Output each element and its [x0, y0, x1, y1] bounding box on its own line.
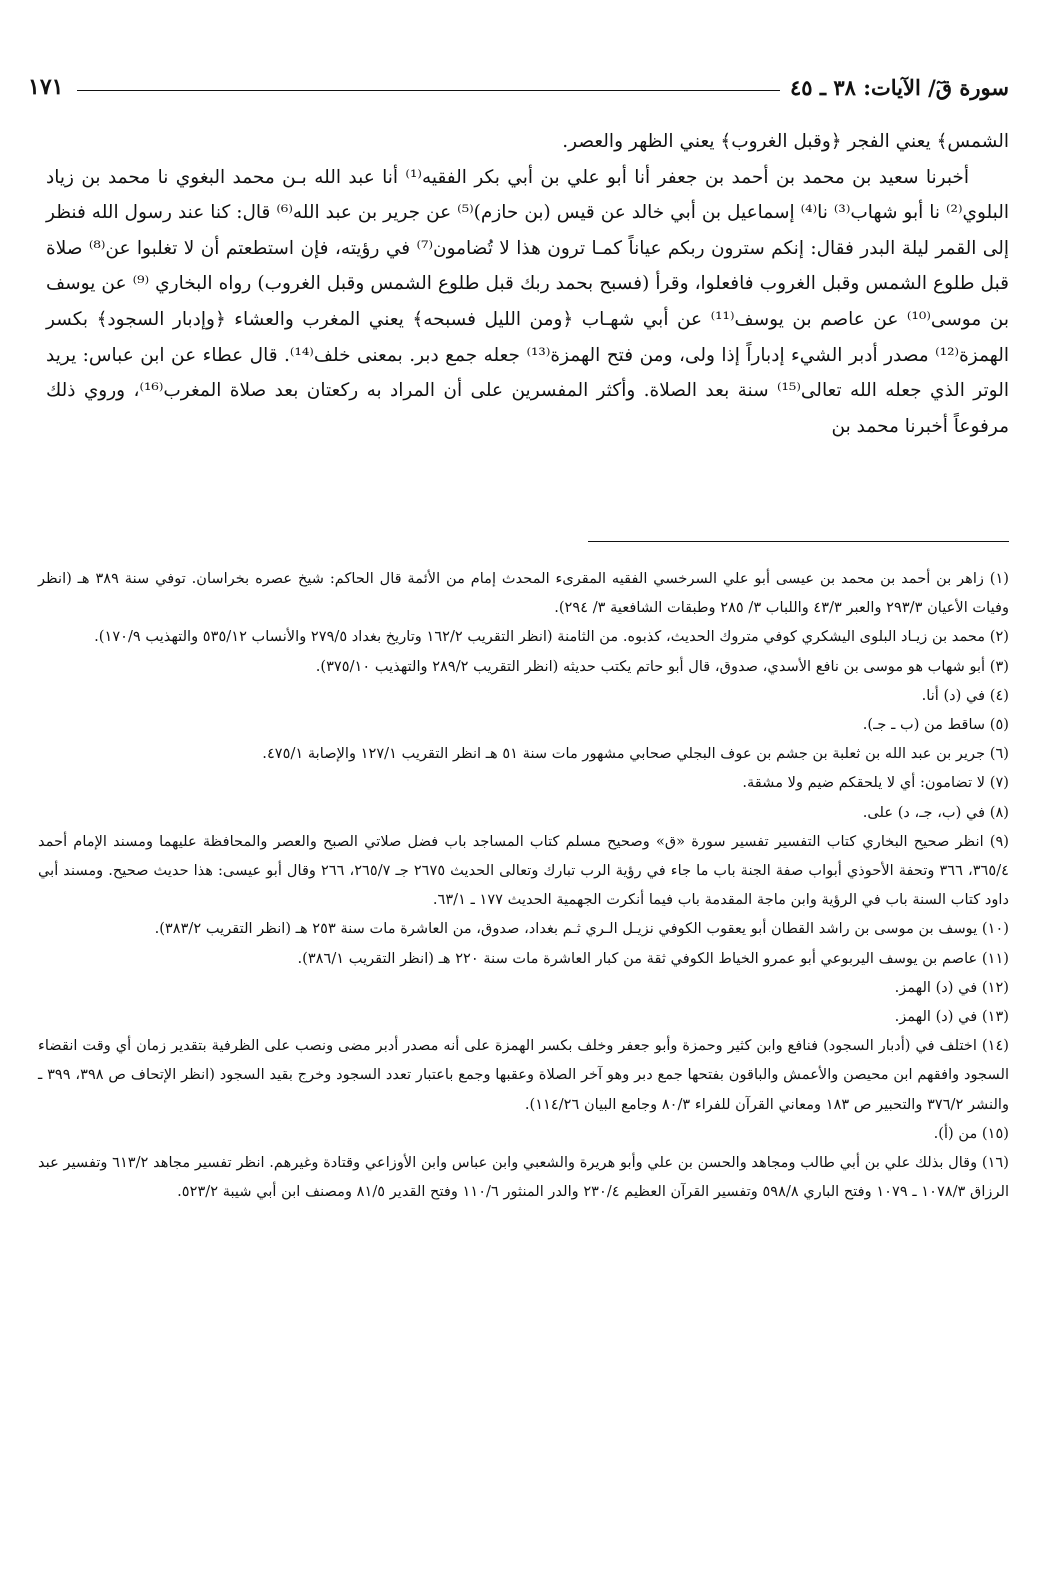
- footnote-11: (١١) عاصم بن يوسف اليربوعي أبو عمرو الخياط الكوفي ثقة من كبار العاشرة مات سنة ٢٢٠ هـ (انظر التقريب ٣٨٦/١).: [297, 949, 1009, 967]
- footnote-10: (١٠) يوسف بن موسى بن راشد القطان أبو يعقوب الكوفي نزيـل الـري ثـم بغداد، صدوق، من العاشرة مات سنة ٢٥٣ هـ (انظر التقريب ٣٨٣/٢).: [154, 920, 1009, 938]
- footnote-7: (٧) لا تضامون: أي لا يلحقكم ضيم ولا مشقة.: [742, 774, 1009, 792]
- footnote-16: (١٦) وقال بذلك علي بن أبي طالب ومجاهد والحسن بن علي وأبو هريرة والشعبي وابن عباس وابن الأوزاعي وقتادة وغيرهم. انظر تفسير مجاهد ٦١٣/٢ وتفسير عبد الرزاق ١٠٧٨/٣ ـ ١٠٧٩ وفتح الباري ٥٩٨/٨ وتفسير القرآن العظيم ٢٣٠/٤ والدر المنثور ١١٠/٦ وفتح القدير ٨١/٥ ومصنف ابن أبي شيبة ٥٢٣/٢.: [38, 1154, 1009, 1201]
- page-number: ١٧١: [28, 74, 64, 100]
- footnote-8: (٨) في (ب، جـ، د) على.: [862, 803, 1009, 821]
- header-rule: [77, 90, 780, 91]
- footnote-6: (٦) جرير بن عبد الله بن ثعلبة بن جشم بن عوف البجلي صحابي مشهور مات سنة ٥١ هـ انظر التقريب ١٢٧/١ والإصابة ٤٧٥/١.: [262, 745, 1009, 763]
- footnotes: [38, 564, 1009, 1206]
- paragraph-2: أخبرنا سعيد بن محمد بن أحمد بن جعفر أنا أبو علي بن أبي بكر الفقيه⁽¹⁾ أنا عبد الله بـن محمد البغوي نا محمد بن زياد البلوي⁽²⁾ نا أبو شهاب⁽³⁾ نا⁽⁴⁾ إسماعيل بن أبي خالد عن قيس (بن حازم)⁽⁵⁾ عن جرير بن عبد الله⁽⁶⁾ قال: كنا عند رسول الله فنظر إلى القمر ليلة البدر فقال: إنكم سترون ربكم عياناً كمـا ترون هذا لا تُضامون⁽⁷⁾ في رؤيته، فإن استطعتم أن لا تغلبوا عن⁽⁸⁾ صلاة قبل طلوع الشمس وقبل الغروب فافعلوا، وقرأ (فسبح بحمد ربك قبل طلوع الشمس وقبل الغروب) رواه البخاري ⁽⁹⁾ عن يوسف بن موسى⁽¹⁰⁾ عن عاصم بن يوسف⁽¹¹⁾ عن أبي شهـاب ﴿ومن الليل فسبحه﴾ يعني المغرب والعشاء ﴿وإدبار السجود﴾ بكسر الهمزة⁽¹²⁾ مصدر أدبر الشيء إدباراً إذا ولى، ومن فتح الهمزة⁽¹³⁾ جعله جمع دبر. بمعنى خلف⁽¹⁴⁾. قال عطاء عن ابن عباس: يريد الوتر الذي جعله الله تعالى⁽¹⁵⁾ سنة بعد الصلاة. وأكثر المفسرين على أن المراد به ركعتان بعد صلاة المغرب⁽¹⁶⁾، وروي ذلك مرفوعاً أخبرنا محمد بن: [46, 166, 1010, 437]
- footnote-14: (١٤) اختلف في (أدبار السجود) فنافع وابن كثير وحمزة وأبو جعفر وخلف بكسر الهمزة على أنه مصدر أدبر مضى ونصب على الظرفية بتقدير زمان أي وقت انقضاء السجود وافقهم ابن محيصن والأعمش والباقون بفتحها جمع دبر وهو آخر الصلاة وعقبها وجمع باعتبار تعدد السجود وخرج بقيد السجود (انظر الإتحاف ص ٣٩٨، ٣٩٩ ـ والنشر ٣٧٦/٢ والتحبير ص ١٨٣ ومعاني القرآن للفراء ٨٠/٣ وجامع البيان ١١٤/٢٦).: [38, 1037, 1010, 1113]
- footnote-2: (٢) محمد بن زيـاد البلوى اليشكري كوفي متروك الحديث، كذبوه. من الثامنة (انظر التقريب ١٦٢/٢ وتاريخ بغداد ٢٧٩/٥ والأنساب ٥٣٥/١٢ والتهذيب ١٧٠/٩).: [94, 628, 1009, 646]
- footnote-4: (٤) في (د) أنا.: [921, 686, 1009, 704]
- footnote-separator: [588, 541, 1009, 542]
- running-title: سورة قٓ/ الآيات: ٣٨ ـ ٤٥: [790, 74, 1009, 100]
- main-text: [46, 124, 1009, 444]
- footnote-9: (٩) انظر صحيح البخاري كتاب التفسير تفسير سورة «ق» وصحيح مسلم كتاب المساجد باب فضل صلاتي الصبح والعصر والمحافظة عليهما ومسند الإمام أحمد ٣٦٥/٤، ٣٦٦ وتحفة الأحوذي أبواب صفة الجنة باب ما جاء في رؤية الرب تبارك وتعالى الحديث ٢٦٧٥ جـ ٢٦٥/٧، ٢٦٦ وقال أبو عيسى: هذا حديث صحيح. ومسند أبي داود كتاب السنة باب في الرؤية وابن ماجة المقدمة باب فيما أنكرت الجهمية الحديث ١٧٧ ـ ٦٣/١.: [38, 832, 1009, 909]
- footnote-5: (٥) ساقط من (ب ـ جـ).: [862, 716, 1009, 734]
- page-header: [28, 70, 1009, 104]
- footnote-12: (١٢) في (د) الهمز.: [894, 978, 1009, 996]
- footnote-13: (١٣) في (د) الهمز.: [894, 1008, 1009, 1026]
- footnote-1: (١) زاهر بن أحمد بن محمد بن عيسى أبو علي السرخسي الفقيه المقرىء المحدث إمام من الأئمة قال الحاكم: شيخ عصره بخراسان. توفي سنة ٣٨٩ هـ (انظر وفيات الأعيان ٢٩٣/٣ والعبر ٤٣/٣ واللباب ٣/ ٢٨٥ وطبقات الشافعية ٣/ ٢٩٤).: [38, 570, 1009, 617]
- footnote-15: (١٥) من (أ).: [933, 1124, 1009, 1142]
- footnote-3: (٣) أبو شهاب هو موسى بن نافع الأسدي، صدوق، قال أبو حاتم يكتب حديثه (انظر التقريب ٢٨٩/٢ والتهذيب ٣٧٥/١٠).: [315, 657, 1009, 675]
- paragraph-1: الشمس﴾ يعني الفجر ﴿وقبل الغروب﴾ يعني الظهر والعصر.: [562, 131, 1009, 152]
